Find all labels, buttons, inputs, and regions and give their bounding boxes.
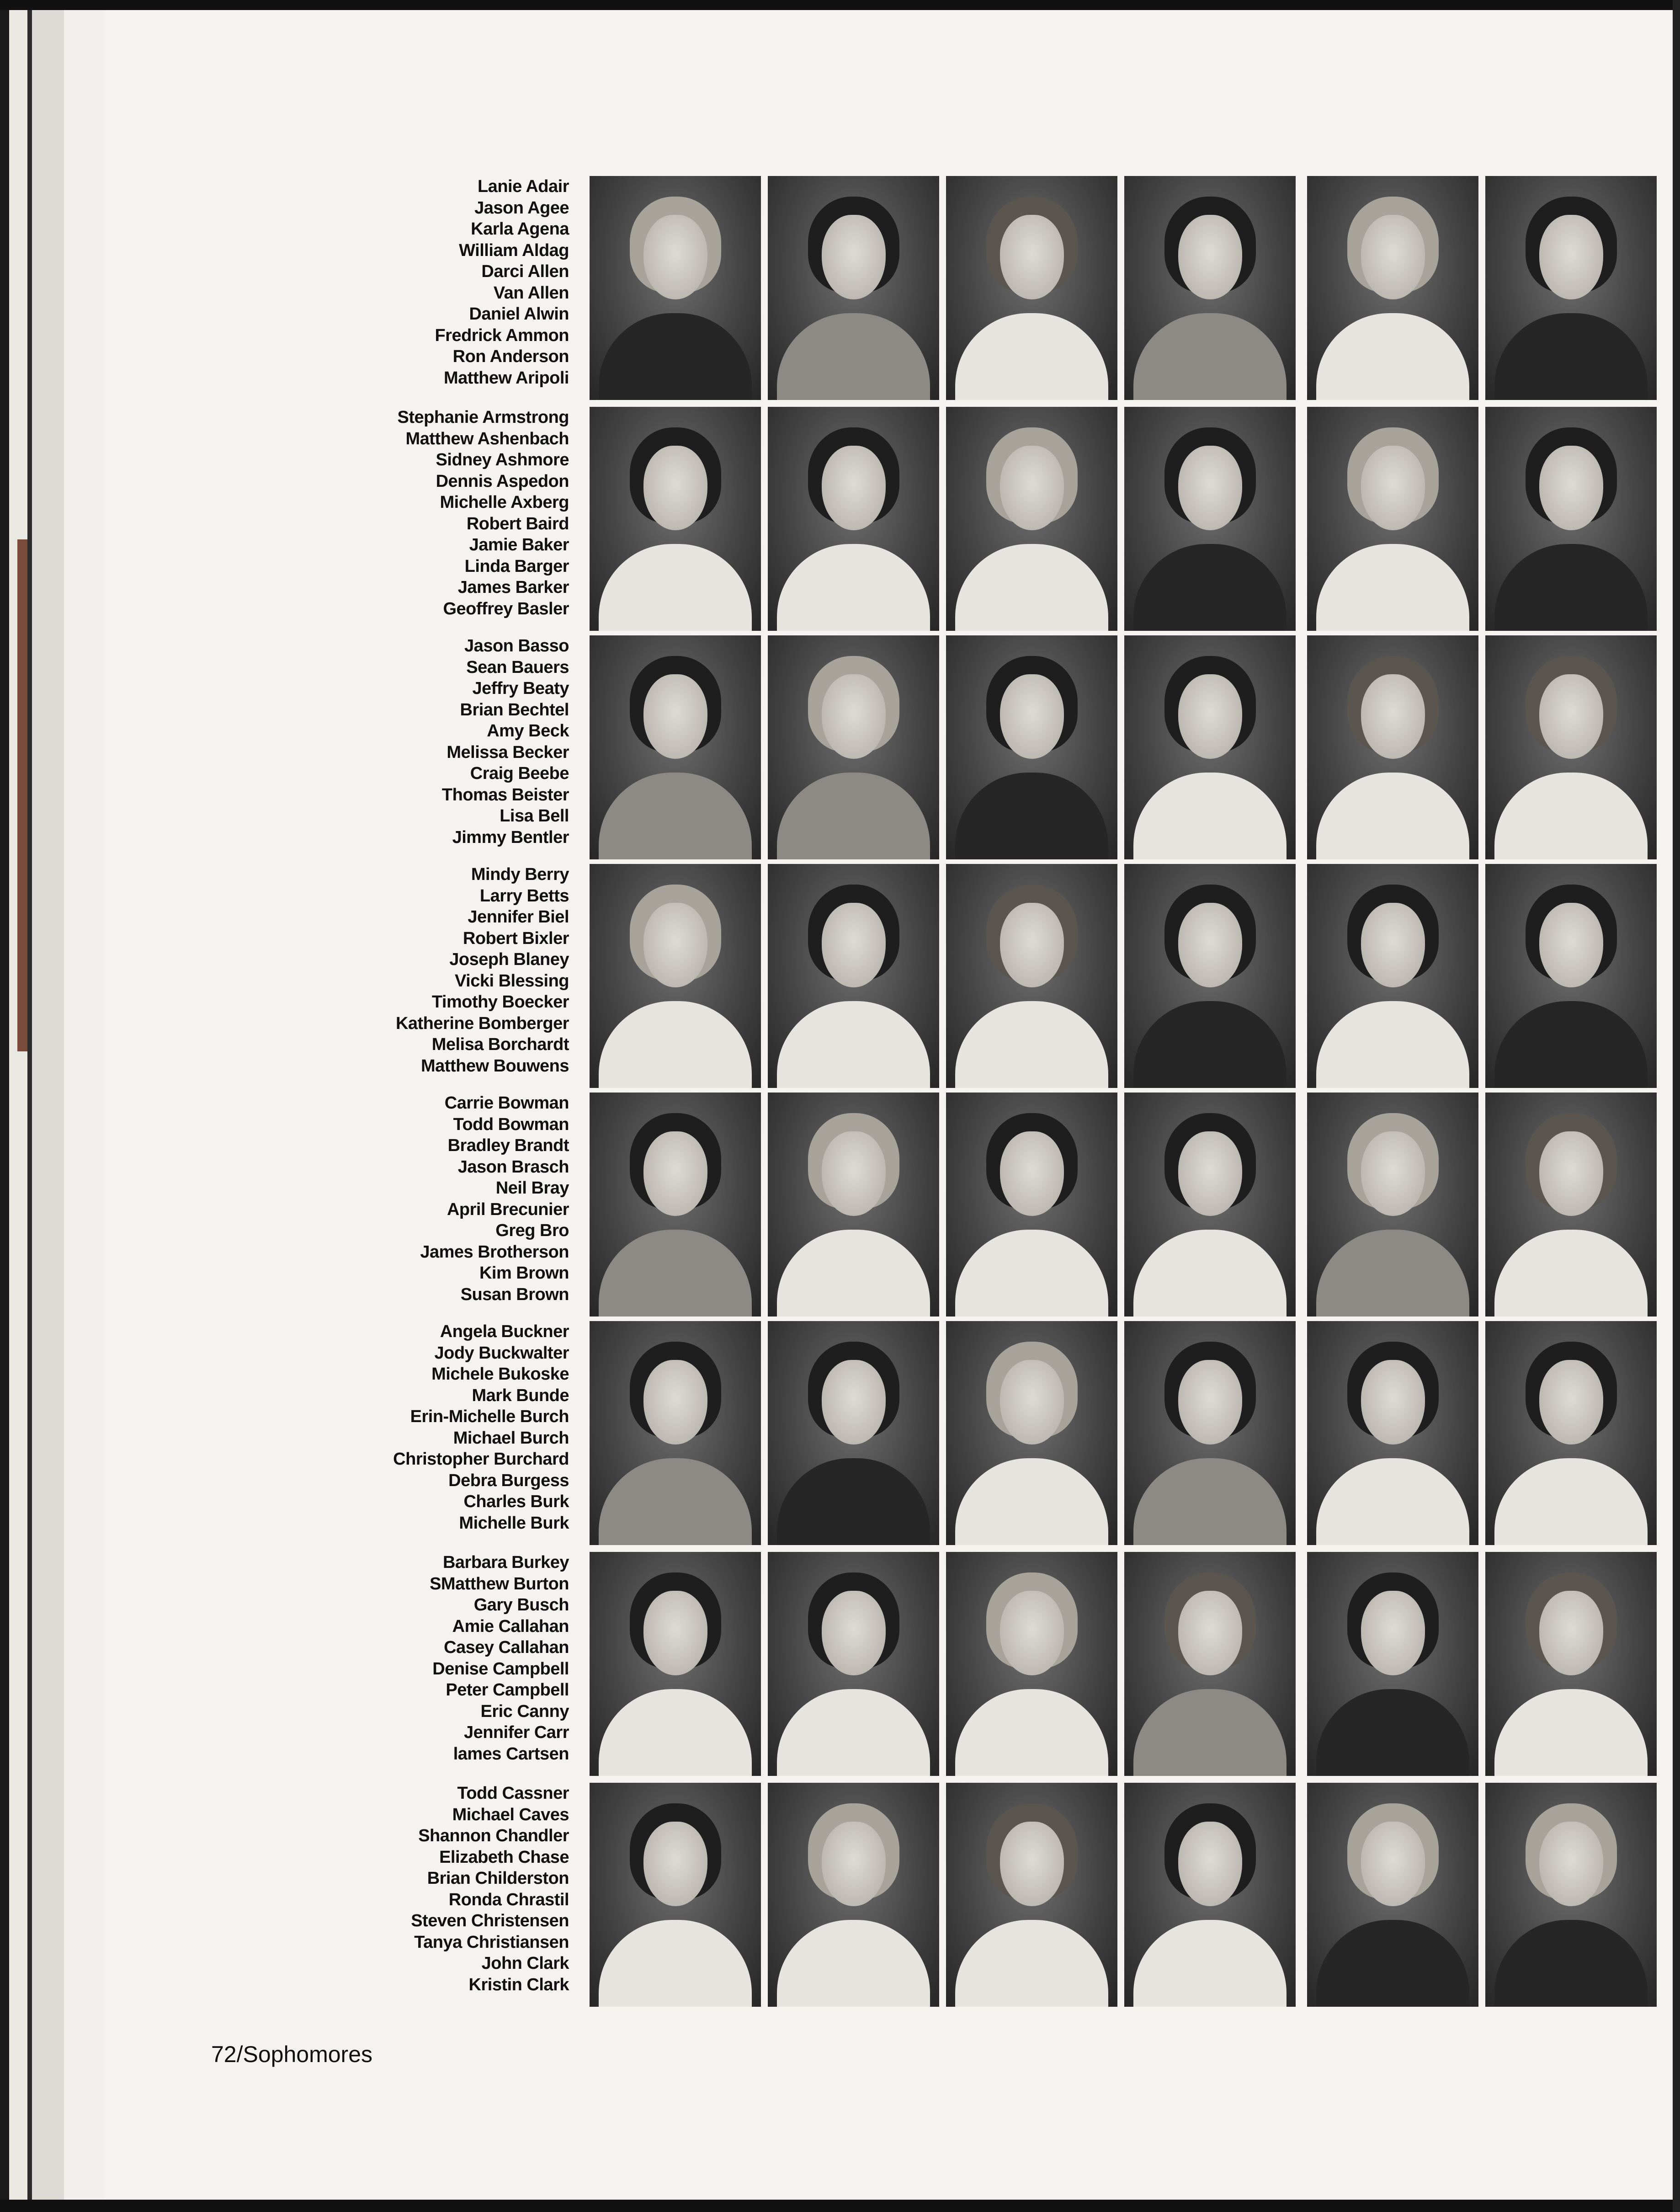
student-portrait (1124, 1093, 1296, 1317)
portrait-face (1000, 1822, 1064, 1906)
student-portrait (946, 1321, 1117, 1545)
name-list (347, 1093, 569, 1305)
portrait-face (822, 1131, 886, 1216)
portrait-face (643, 674, 707, 759)
student-name: Jason Brasch (457, 1157, 569, 1177)
student-name: Brian Childerston (427, 1869, 569, 1888)
portrait-face (1539, 215, 1603, 299)
portrait-face (1000, 674, 1064, 759)
portrait-face (1361, 1591, 1425, 1675)
portrait-row (0, 635, 1680, 864)
student-name: Linda Barger (464, 556, 569, 576)
bottom-border (0, 2200, 1680, 2212)
portrait-face (1178, 215, 1242, 299)
portrait-face (1361, 1360, 1425, 1444)
student-name: Michele Bukoske (431, 1365, 569, 1384)
portrait-face (1178, 674, 1242, 759)
student-name: Michael Burch (453, 1428, 569, 1448)
student-portrait (1124, 407, 1296, 631)
portrait-row (0, 1783, 1680, 2011)
portrait-row (0, 176, 1680, 405)
student-portrait (946, 1783, 1117, 2007)
student-portrait (946, 864, 1117, 1088)
photo-strip (590, 1321, 1668, 1545)
student-portrait (590, 1321, 761, 1545)
student-portrait (1307, 635, 1478, 859)
student-name: April Brecunier (447, 1199, 569, 1219)
student-name: John Clark (481, 1954, 569, 1973)
portrait-face (1361, 903, 1425, 987)
portrait-face (643, 1591, 707, 1675)
student-name: Jimmy Bentler (452, 827, 569, 847)
student-name: Brian Bechtel (460, 700, 569, 720)
portrait-face (643, 446, 707, 530)
student-name: Matthew Bouwens (421, 1056, 569, 1076)
student-name: James Brotherson (420, 1242, 569, 1262)
student-portrait (768, 1552, 939, 1776)
portrait-face (1539, 1591, 1603, 1675)
student-name: Debra Burgess (448, 1471, 569, 1490)
portrait-row (0, 1552, 1680, 1780)
student-name: Jennifer Carr (463, 1723, 569, 1742)
portrait-face (1178, 1591, 1242, 1675)
student-portrait (1485, 1321, 1657, 1545)
student-portrait (1307, 1783, 1478, 2007)
student-name: Lanie Adair (477, 177, 569, 196)
student-name: Geoffrey Basler (443, 599, 569, 618)
portrait-face (1000, 903, 1064, 987)
name-list (347, 176, 569, 389)
name-list (347, 864, 569, 1077)
student-portrait (946, 1552, 1117, 1776)
student-name: Denise Campbell (432, 1659, 569, 1679)
portrait-face (1539, 1822, 1603, 1906)
portrait-face (1539, 1131, 1603, 1216)
student-name: Michelle Burk (459, 1513, 569, 1533)
portrait-face (1000, 446, 1064, 530)
portrait-row (0, 407, 1680, 635)
name-list (347, 1552, 569, 1764)
student-portrait (946, 407, 1117, 631)
student-name: Jennifer Biel (468, 907, 569, 927)
student-name: Amy Beck (487, 721, 569, 741)
student-name: Mindy Berry (471, 865, 569, 884)
name-list (347, 1783, 569, 1995)
photo-strip (590, 1783, 1668, 2007)
student-portrait (946, 1093, 1117, 1317)
portrait-face (643, 1360, 707, 1444)
student-portrait (1307, 1321, 1478, 1545)
student-name: Casey Callahan (444, 1638, 569, 1657)
student-name: Timothy Boecker (431, 992, 569, 1012)
student-name: Greg Bro (495, 1221, 569, 1240)
student-name: Angela Buckner (440, 1322, 569, 1341)
portrait-face (643, 1822, 707, 1906)
student-portrait (1124, 1321, 1296, 1545)
student-portrait (590, 407, 761, 631)
student-name: Jody Buckwalter (434, 1343, 569, 1363)
portrait-face (822, 215, 886, 299)
student-name: Melisa Borchardt (431, 1035, 569, 1054)
student-name: Amie Callahan (452, 1616, 569, 1636)
student-portrait (1307, 407, 1478, 631)
portrait-row (0, 1321, 1680, 1550)
student-portrait (590, 176, 761, 400)
portrait-face (822, 446, 886, 530)
student-name: Tanya Christiansen (414, 1932, 569, 1952)
student-name: Erin-Michelle Burch (410, 1407, 569, 1426)
portrait-row (0, 1093, 1680, 1321)
student-portrait (590, 1093, 761, 1317)
student-name: Shannon Chandler (418, 1826, 569, 1845)
portrait-face (1361, 1822, 1425, 1906)
student-portrait (768, 635, 939, 859)
portrait-face (1000, 1360, 1064, 1444)
student-name: Jason Agee (474, 198, 569, 218)
student-portrait (946, 635, 1117, 859)
portrait-face (1178, 903, 1242, 987)
student-name: Darci Allen (481, 262, 569, 281)
portrait-face (822, 1822, 886, 1906)
student-portrait (1485, 1552, 1657, 1776)
portrait-face (1000, 1591, 1064, 1675)
portrait-face (1361, 1131, 1425, 1216)
student-portrait (1124, 635, 1296, 859)
student-name: Stephanie Armstrong (397, 408, 569, 427)
student-portrait (590, 635, 761, 859)
student-portrait (1307, 176, 1478, 400)
student-name: Robert Bixler (463, 928, 569, 948)
student-name: Matthew Aripoli (444, 368, 569, 388)
student-name: Kristin Clark (468, 1975, 569, 1994)
student-name: Lisa Bell (500, 806, 569, 826)
student-name: Neil Bray (495, 1178, 569, 1198)
student-portrait (1485, 407, 1657, 631)
student-name: Michelle Axberg (440, 493, 569, 512)
student-portrait (768, 176, 939, 400)
student-name: Van Allen (493, 283, 569, 303)
portrait-face (1539, 674, 1603, 759)
portrait-face (1361, 446, 1425, 530)
student-portrait (768, 1783, 939, 2007)
student-name: Matthew Ashenbach (405, 429, 569, 448)
portrait-face (643, 903, 707, 987)
student-name: Ronda Chrastil (448, 1890, 569, 1909)
student-name: Elizabeth Chase (439, 1847, 569, 1867)
student-name: Todd Bowman (453, 1114, 569, 1134)
name-list (347, 635, 569, 848)
student-name: Larry Betts (479, 886, 569, 906)
student-name: Sidney Ashmore (436, 450, 569, 469)
student-name: Craig Beebe (470, 764, 569, 783)
student-name: Gary Busch (473, 1595, 569, 1615)
page-folio: 72/Sophomores (211, 2041, 373, 2067)
student-portrait (768, 1321, 939, 1545)
student-portrait (1485, 176, 1657, 400)
student-name: Karla Agena (471, 219, 569, 239)
photo-strip (590, 1552, 1668, 1776)
photo-strip (590, 407, 1668, 631)
student-portrait (1485, 635, 1657, 859)
student-name: Susan Brown (460, 1285, 569, 1304)
photo-strip (590, 176, 1668, 400)
student-portrait (1485, 1093, 1657, 1317)
student-name: Michael Caves (452, 1805, 569, 1824)
portrait-face (1178, 1822, 1242, 1906)
student-name: Thomas Beister (441, 785, 569, 805)
portrait-face (1178, 1131, 1242, 1216)
name-list (347, 407, 569, 619)
student-name: Sean Bauers (466, 657, 569, 677)
student-name: Bradley Brandt (447, 1136, 569, 1155)
student-portrait (1124, 864, 1296, 1088)
portrait-face (822, 903, 886, 987)
student-name: Vicki Blessing (455, 971, 569, 991)
student-name: Melissa Becker (447, 742, 569, 762)
student-portrait (590, 1783, 761, 2007)
portrait-face (1361, 215, 1425, 299)
portrait-face (1361, 674, 1425, 759)
photo-strip (590, 864, 1668, 1088)
student-name: Kim Brown (479, 1263, 569, 1283)
portrait-face (822, 1591, 886, 1675)
portrait-face (1539, 1360, 1603, 1444)
portrait-face (1000, 215, 1064, 299)
student-name: lames Cartsen (453, 1744, 569, 1764)
top-border (0, 0, 1680, 10)
student-portrait (590, 1552, 761, 1776)
portrait-face (643, 215, 707, 299)
student-portrait (946, 176, 1117, 400)
student-name: Dennis Aspedon (436, 471, 569, 491)
portrait-face (1000, 1131, 1064, 1216)
student-name: James Barker (457, 578, 569, 597)
student-portrait (1307, 1093, 1478, 1317)
portrait-face (1539, 446, 1603, 530)
student-name: Katherine Bomberger (395, 1013, 569, 1033)
student-name: William Aldag (459, 240, 569, 260)
student-name: Barbara Burkey (442, 1553, 569, 1572)
student-name: Joseph Blaney (449, 950, 569, 969)
portrait-face (1178, 1360, 1242, 1444)
student-name: Daniel Alwin (469, 304, 569, 324)
student-name: Peter Campbell (446, 1680, 569, 1700)
portrait-face (643, 1131, 707, 1216)
student-name: Jason Basso (464, 636, 569, 656)
student-name: Charles Burk (463, 1492, 569, 1511)
portrait-face (822, 1360, 886, 1444)
student-name: Robert Baird (466, 514, 569, 533)
student-portrait (1124, 176, 1296, 400)
portrait-face (1539, 903, 1603, 987)
portrait-row (0, 864, 1680, 1093)
student-portrait (1485, 864, 1657, 1088)
student-portrait (1485, 1783, 1657, 2007)
student-name: Fredrick Ammon (435, 325, 569, 345)
photo-strip (590, 635, 1668, 859)
student-name: Steven Christensen (411, 1911, 569, 1930)
student-portrait (1124, 1552, 1296, 1776)
student-portrait (1124, 1783, 1296, 2007)
student-name: Mark Bunde (472, 1386, 569, 1405)
student-name: Christopher Burchard (393, 1450, 569, 1469)
student-name: Jamie Baker (469, 535, 569, 554)
student-portrait (1307, 1552, 1478, 1776)
student-name: Eric Canny (480, 1701, 569, 1721)
portrait-face (822, 674, 886, 759)
student-portrait (768, 864, 939, 1088)
photo-strip (590, 1093, 1668, 1317)
student-portrait (768, 407, 939, 631)
name-list (347, 1321, 569, 1534)
student-portrait (590, 864, 761, 1088)
student-name: Ron Anderson (452, 347, 569, 366)
student-name: Jeffry Beaty (472, 679, 569, 698)
student-portrait (1307, 864, 1478, 1088)
student-name: Todd Cassner (457, 1784, 569, 1803)
student-name: SMatthew Burton (430, 1574, 569, 1594)
student-name: Carrie Bowman (444, 1093, 569, 1113)
student-portrait (768, 1093, 939, 1317)
portrait-face (1178, 446, 1242, 530)
